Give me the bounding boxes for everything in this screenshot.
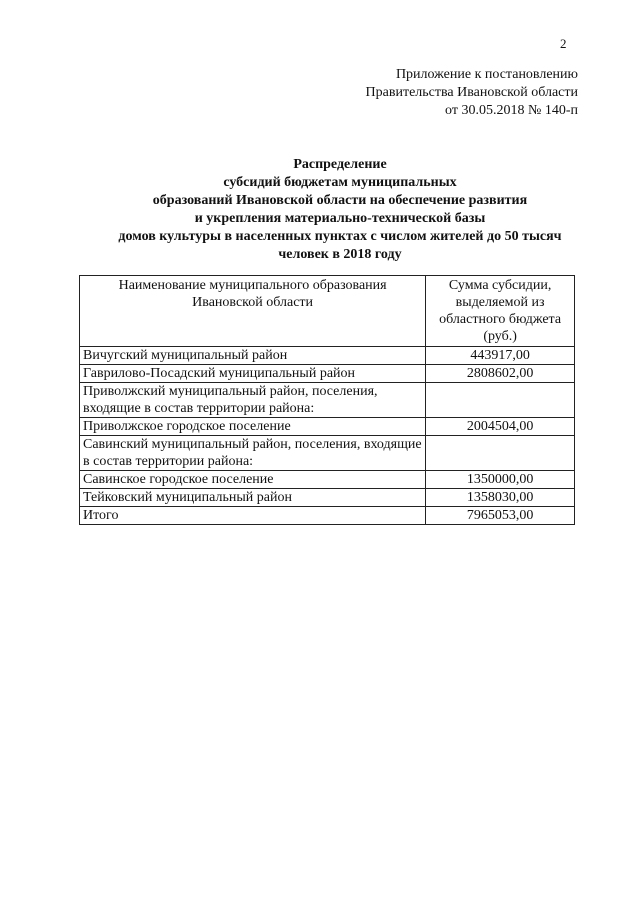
table-row [80, 383, 575, 418]
title-line: и укрепления материально-технической базы [194, 211, 486, 226]
title-line: субсидий бюджетам муниципальных [223, 175, 457, 190]
approval-block [366, 66, 578, 120]
approval-line: Правительства Ивановской области [365, 85, 578, 100]
subsidy-table [79, 275, 575, 525]
title-line: человек в 2018 году [278, 247, 402, 262]
total-row [80, 507, 575, 525]
document-title [60, 156, 620, 264]
row-sum-cell: 2004504,00 [426, 418, 575, 436]
total-sum-cell: 7965053,00 [426, 507, 575, 525]
title-line: Распределение [293, 157, 387, 172]
row-sum-cell: 443917,00 [426, 347, 575, 365]
table-row [80, 365, 575, 383]
header-sum-cell: Сумма субсидии, выделяемой из областного бюджета (руб.) [426, 276, 575, 347]
approval-line: от 30.05.2018 № 140-п [445, 103, 578, 118]
row-sum-cell: 1350000,00 [426, 471, 575, 489]
approval-line: Приложение к постановлению [395, 67, 578, 82]
row-name-cell: Приволжский муниципальный район, поселения, входящие в состав территории района: [80, 383, 426, 418]
table-row [80, 347, 575, 365]
table-row [80, 418, 575, 436]
page-number: 2 [560, 36, 567, 51]
table-row [80, 436, 575, 471]
table-row [80, 489, 575, 507]
row-name-cell: Савинское городское поселение [80, 471, 426, 489]
row-sum-cell: 1358030,00 [426, 489, 575, 507]
row-name-cell: Тейковский муниципальный район [80, 489, 426, 507]
row-name-cell: Приволжское городское поселение [80, 418, 426, 436]
table-header-row [80, 276, 575, 347]
row-name-cell: Савинский муниципальный район, поселения, входящие в состав территории района: [80, 436, 426, 471]
title-line: домов культуры в населенных пунктах с числом жителей до 50 тысяч [118, 229, 562, 244]
row-sum-cell [426, 383, 575, 418]
total-name-cell: Итого [80, 507, 426, 525]
table-row [80, 471, 575, 489]
row-sum-cell [426, 436, 575, 471]
header-name-cell: Наименование муниципального образования Ивановской области [80, 276, 426, 347]
title-line: образований Ивановской области на обеспечение развития [152, 193, 528, 208]
row-name-cell: Гаврилово-Посадский муниципальный район [80, 365, 426, 383]
row-sum-cell: 2808602,00 [426, 365, 575, 383]
row-name-cell: Вичугский муниципальный район [80, 347, 426, 365]
